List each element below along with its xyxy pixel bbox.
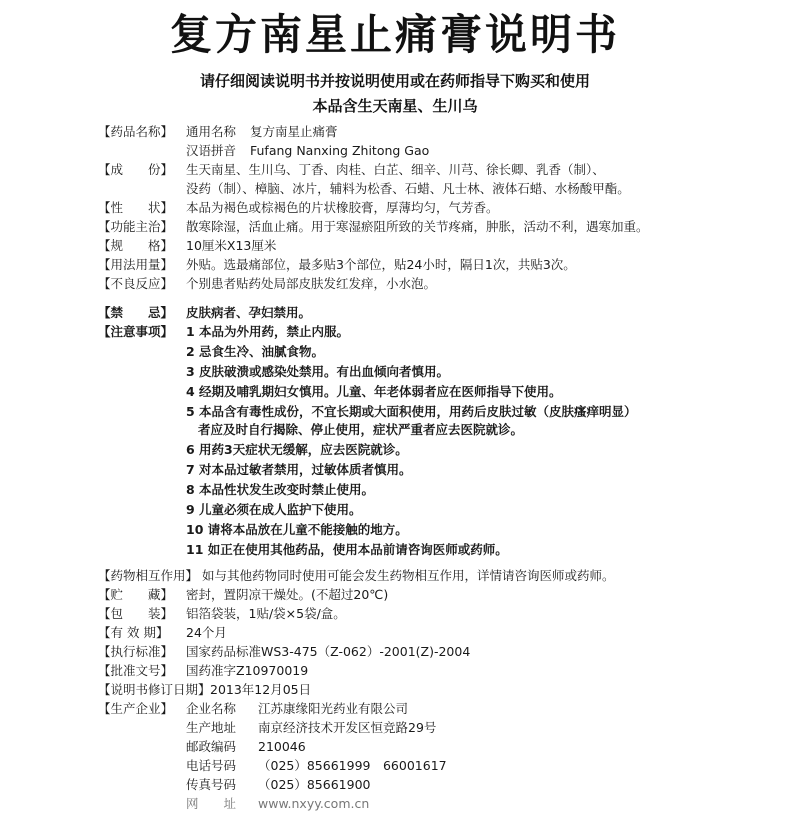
document-title: 复方南星止痛膏说明书 [169, 10, 620, 59]
standard-row [98, 642, 780, 662]
interactions-value: 如与其他药物同时使用可能会发生药物相互作用，详情请咨询医师或药师。 [202, 568, 615, 583]
approval-label: 【批准文号】 [98, 663, 174, 678]
package-row [98, 604, 780, 624]
specification-label: 【规 格】 [98, 238, 174, 253]
precaution-item: 3 皮肤破溃或感染处禁用。有出血倾向者慎用。 [186, 364, 450, 379]
precaution-item: 6 用药3天症状无缓解，应去医院就诊。 [186, 442, 408, 457]
precautions-label: 【注意事项】 [98, 324, 174, 339]
validity-label: 【有 效 期】 [98, 625, 169, 640]
company-name-label: 企业名称 [186, 701, 237, 716]
precaution-item: 9 儿童必须在成人监护下使用。 [186, 502, 362, 517]
indications-value: 散寒除湿，活血止痛。用于寒湿瘀阻所致的关节疼痛，肿胀，活动不利，遇寒加重。 [186, 219, 649, 234]
interactions-label: 【药物相互作用】 [98, 568, 199, 583]
generic-name-value: 复方南星止痛膏 [250, 124, 338, 139]
precaution-item: 5 本品含有毒性成份，不宜长期或大面积使用，用药后皮肤过敏（皮肤瘙痒明显） [186, 404, 637, 419]
validity-value: 24个月 [186, 625, 227, 640]
revision-row [98, 680, 780, 700]
properties-label: 【性 状】 [98, 200, 174, 215]
manufacturer-row [98, 699, 780, 719]
storage-label: 【贮 藏】 [98, 587, 174, 602]
validity-row [98, 623, 780, 643]
contraindications-row [98, 303, 780, 323]
contraindications-label: 【禁 忌】 [98, 305, 174, 320]
precaution-item: 2 忌食生冷、油腻食物。 [186, 344, 325, 359]
revision-label: 【说明书修订日期】 [98, 682, 211, 697]
fax-label: 传真号码 [186, 777, 237, 792]
approval-value: 国药准字Z10970019 [186, 663, 309, 678]
phone-value: （025）85661999 66001617 [258, 758, 447, 773]
contraindications-value: 皮肤病者、孕妇禁用。 [186, 305, 312, 320]
approval-row [98, 661, 780, 681]
precaution-item: 10 请将本品放在儿童不能接触的地方。 [186, 522, 408, 537]
storage-value: 密封，置阴凉干燥处。(不超过20℃) [186, 587, 389, 602]
specification-row [98, 236, 780, 256]
website-row [98, 794, 780, 814]
usage-value: 外贴。选最痛部位，最多贴3个部位，贴24小时，隔日1次，共贴3次。 [186, 257, 576, 272]
usage-row [98, 255, 780, 275]
ingredients-label: 【成 份】 [98, 162, 174, 177]
fax-value: （025）85661900 [258, 777, 371, 792]
phone-row [98, 756, 780, 776]
website-label: 网 址 [186, 796, 237, 811]
precaution-item: 8 本品性状发生改变时禁止使用。 [186, 482, 375, 497]
usage-label: 【用法用量】 [98, 257, 174, 272]
adverse-label: 【不良反应】 [98, 276, 174, 291]
adverse-value: 个别患者贴药处局部皮肤发红发痒，小水泡。 [186, 276, 437, 291]
precaution-item: 1 本品为外用药，禁止内服。 [186, 324, 350, 339]
phone-label: 电话号码 [186, 758, 237, 773]
manufacturer-label: 【生产企业】 [98, 701, 174, 716]
website-value: www.nxyy.com.cn [258, 796, 370, 811]
pinyin-label: 汉语拼音 [186, 143, 237, 158]
ingredients-line2: 没药（制）、樟脑、冰片，辅料为松香、石蜡、凡士林、液体石蜡、水杨酸甲酯。 [186, 181, 630, 196]
address-label: 生产地址 [186, 720, 237, 735]
fax-row [98, 775, 780, 795]
properties-row [98, 198, 780, 218]
package-value: 铝箔袋装，1贴/袋×5袋/盒。 [186, 606, 346, 621]
ingredient-warning: 本品含生天南星、生川乌 [312, 97, 478, 115]
ingredients-line1: 生天南星、生川乌、丁香、肉桂、白芷、细辛、川芎、徐长卿、乳香（制）、 [186, 162, 605, 177]
revision-value: 2013年12月05日 [210, 682, 312, 697]
ingredients-row [98, 160, 780, 180]
package-label: 【包 装】 [98, 606, 174, 621]
pinyin-value: Fufang Nanxing Zhitong Gao [250, 143, 430, 158]
indications-row [98, 217, 780, 237]
precaution-item: 7 对本品过敏者禁用，过敏体质者慎用。 [186, 462, 412, 477]
address-row [98, 718, 780, 738]
pinyin-row [98, 141, 780, 161]
specification-value: 10厘米X13厘米 [186, 238, 277, 253]
storage-row [98, 585, 780, 605]
precaution-item: 者应及时自行揭除、停止使用，症状严重者应去医院就诊。 [198, 422, 524, 437]
indications-label: 【功能主治】 [98, 219, 174, 234]
properties-value: 本品为褐色或棕褐色的片状橡胶膏，厚薄均匀，气芳香。 [186, 200, 499, 215]
interactions-row [98, 566, 780, 586]
drug-name-label: 【药品名称】 [98, 124, 174, 139]
generic-name-label: 通用名称 [186, 124, 237, 139]
standard-value: 国家药品标准WS3-475（Z-062）-2001(Z)-2004 [186, 644, 471, 659]
usage-notice: 请仔细阅读说明书并按说明使用或在药师指导下购买和使用 [199, 72, 590, 90]
postcode-value: 210046 [258, 739, 306, 754]
address-value: 南京经济技术开发区恒竞路29号 [258, 720, 437, 735]
postcode-label: 邮政编码 [186, 739, 237, 754]
standard-label: 【执行标准】 [98, 644, 174, 659]
drug-name-row [98, 122, 780, 142]
ingredients-row-2 [98, 179, 780, 199]
precaution-item: 11 如正在使用其他药品，使用本品前请咨询医师或药师。 [186, 542, 508, 557]
precaution-item: 4 经期及哺乳期妇女慎用。儿童、年老体弱者应在医师指导下使用。 [186, 384, 562, 399]
postcode-row [98, 737, 780, 757]
company-name-value: 江苏康缘阳光药业有限公司 [258, 701, 409, 716]
adverse-row [98, 274, 780, 294]
